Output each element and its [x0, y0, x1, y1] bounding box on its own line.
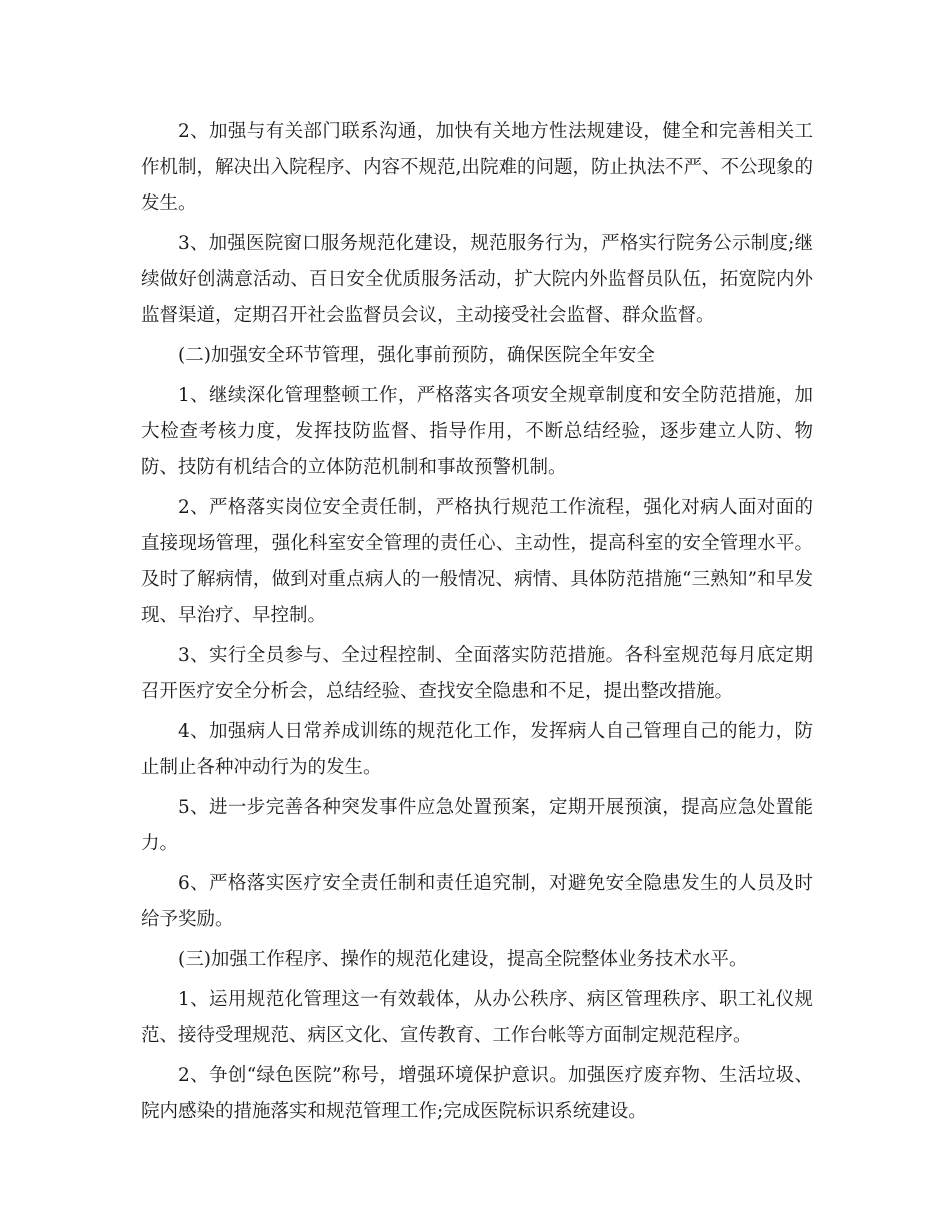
paragraph-standard-2: 2、争创“绿色医院”称号，增强环境保护意识。加强医疗废弃物、生活垃圾、院内感染的措施落实和规范管理工作;完成医院标识系统建设。	[141, 1065, 813, 1122]
paragraph-safety-6: 6、严格落实医疗安全责任制和责任追究制，对避免安全隐患发生的人员及时给予奖励。	[141, 873, 813, 930]
paragraph-safety-4: 4、加强病人日常养成训练的规范化工作，发挥病人自己管理自己的能力，防止制止各种冲动行为的发生。	[141, 721, 813, 778]
paragraph-safety-5: 5、进一步完善各种突发事件应急处置预案，定期开展预演，提高应急处置能力。	[141, 797, 813, 854]
paragraph-safety-3: 3、实行全员参与、全过程控制、全面落实防范措施。各科室规范每月底定期召开医疗安全分析会，总结经验、查找安全隐患和不足，提出整改措施。	[141, 645, 813, 702]
section-heading-2-safety: (二)加强安全环节管理，强化事前预防，确保医院全年安全	[178, 345, 655, 366]
paragraph-standard-1: 1、运用规范化管理这一有效载体，从办公秩序、病区管理秩序、职工礼仪规范、接待受理规范、病区文化、宣传教育、工作台帐等方面制定规范程序。	[141, 989, 813, 1046]
paragraph-3-window-service: 3、加强医院窗口服务规范化建设，规范服务行为，严格实行院务公示制度;继续做好创满意活动、百日安全优质服务活动，扩大院内外监督员队伍，拓宽院内外监督渠道，定期召开社会监督员会议，主动接受社会监督、群众监督。	[141, 233, 813, 326]
section-heading-3-standardization: (三)加强工作程序、操作的规范化建设，提高全院整体业务技术水平。	[178, 949, 748, 970]
paragraph-safety-1: 1、继续深化管理整顿工作，严格落实各项安全规章制度和安全防范措施，加大检查考核力度，发挥技防监督、指导作用，不断总结经验，逐步建立人防、物防、技防有机结合的立体防范机制和事故预警机制。	[141, 385, 813, 478]
document-body	[141, 114, 813, 1134]
paragraph-safety-2: 2、严格落实岗位安全责任制，严格执行规范工作流程，强化对病人面对面的直接现场管理，强化科室安全管理的责任心、主动性，提高科室的安全管理水平。及时了解病情，做到对重点病人的一般情况、病情、具体防范措施“三熟知”和早发现、早治疗、早控制。	[141, 497, 813, 626]
paragraph-2-regulations: 2、加强与有关部门联系沟通，加快有关地方性法规建设，健全和完善相关工作机制，解决出入院程序、内容不规范,出院难的问题，防止执法不严、不公现象的发生。	[141, 121, 813, 214]
